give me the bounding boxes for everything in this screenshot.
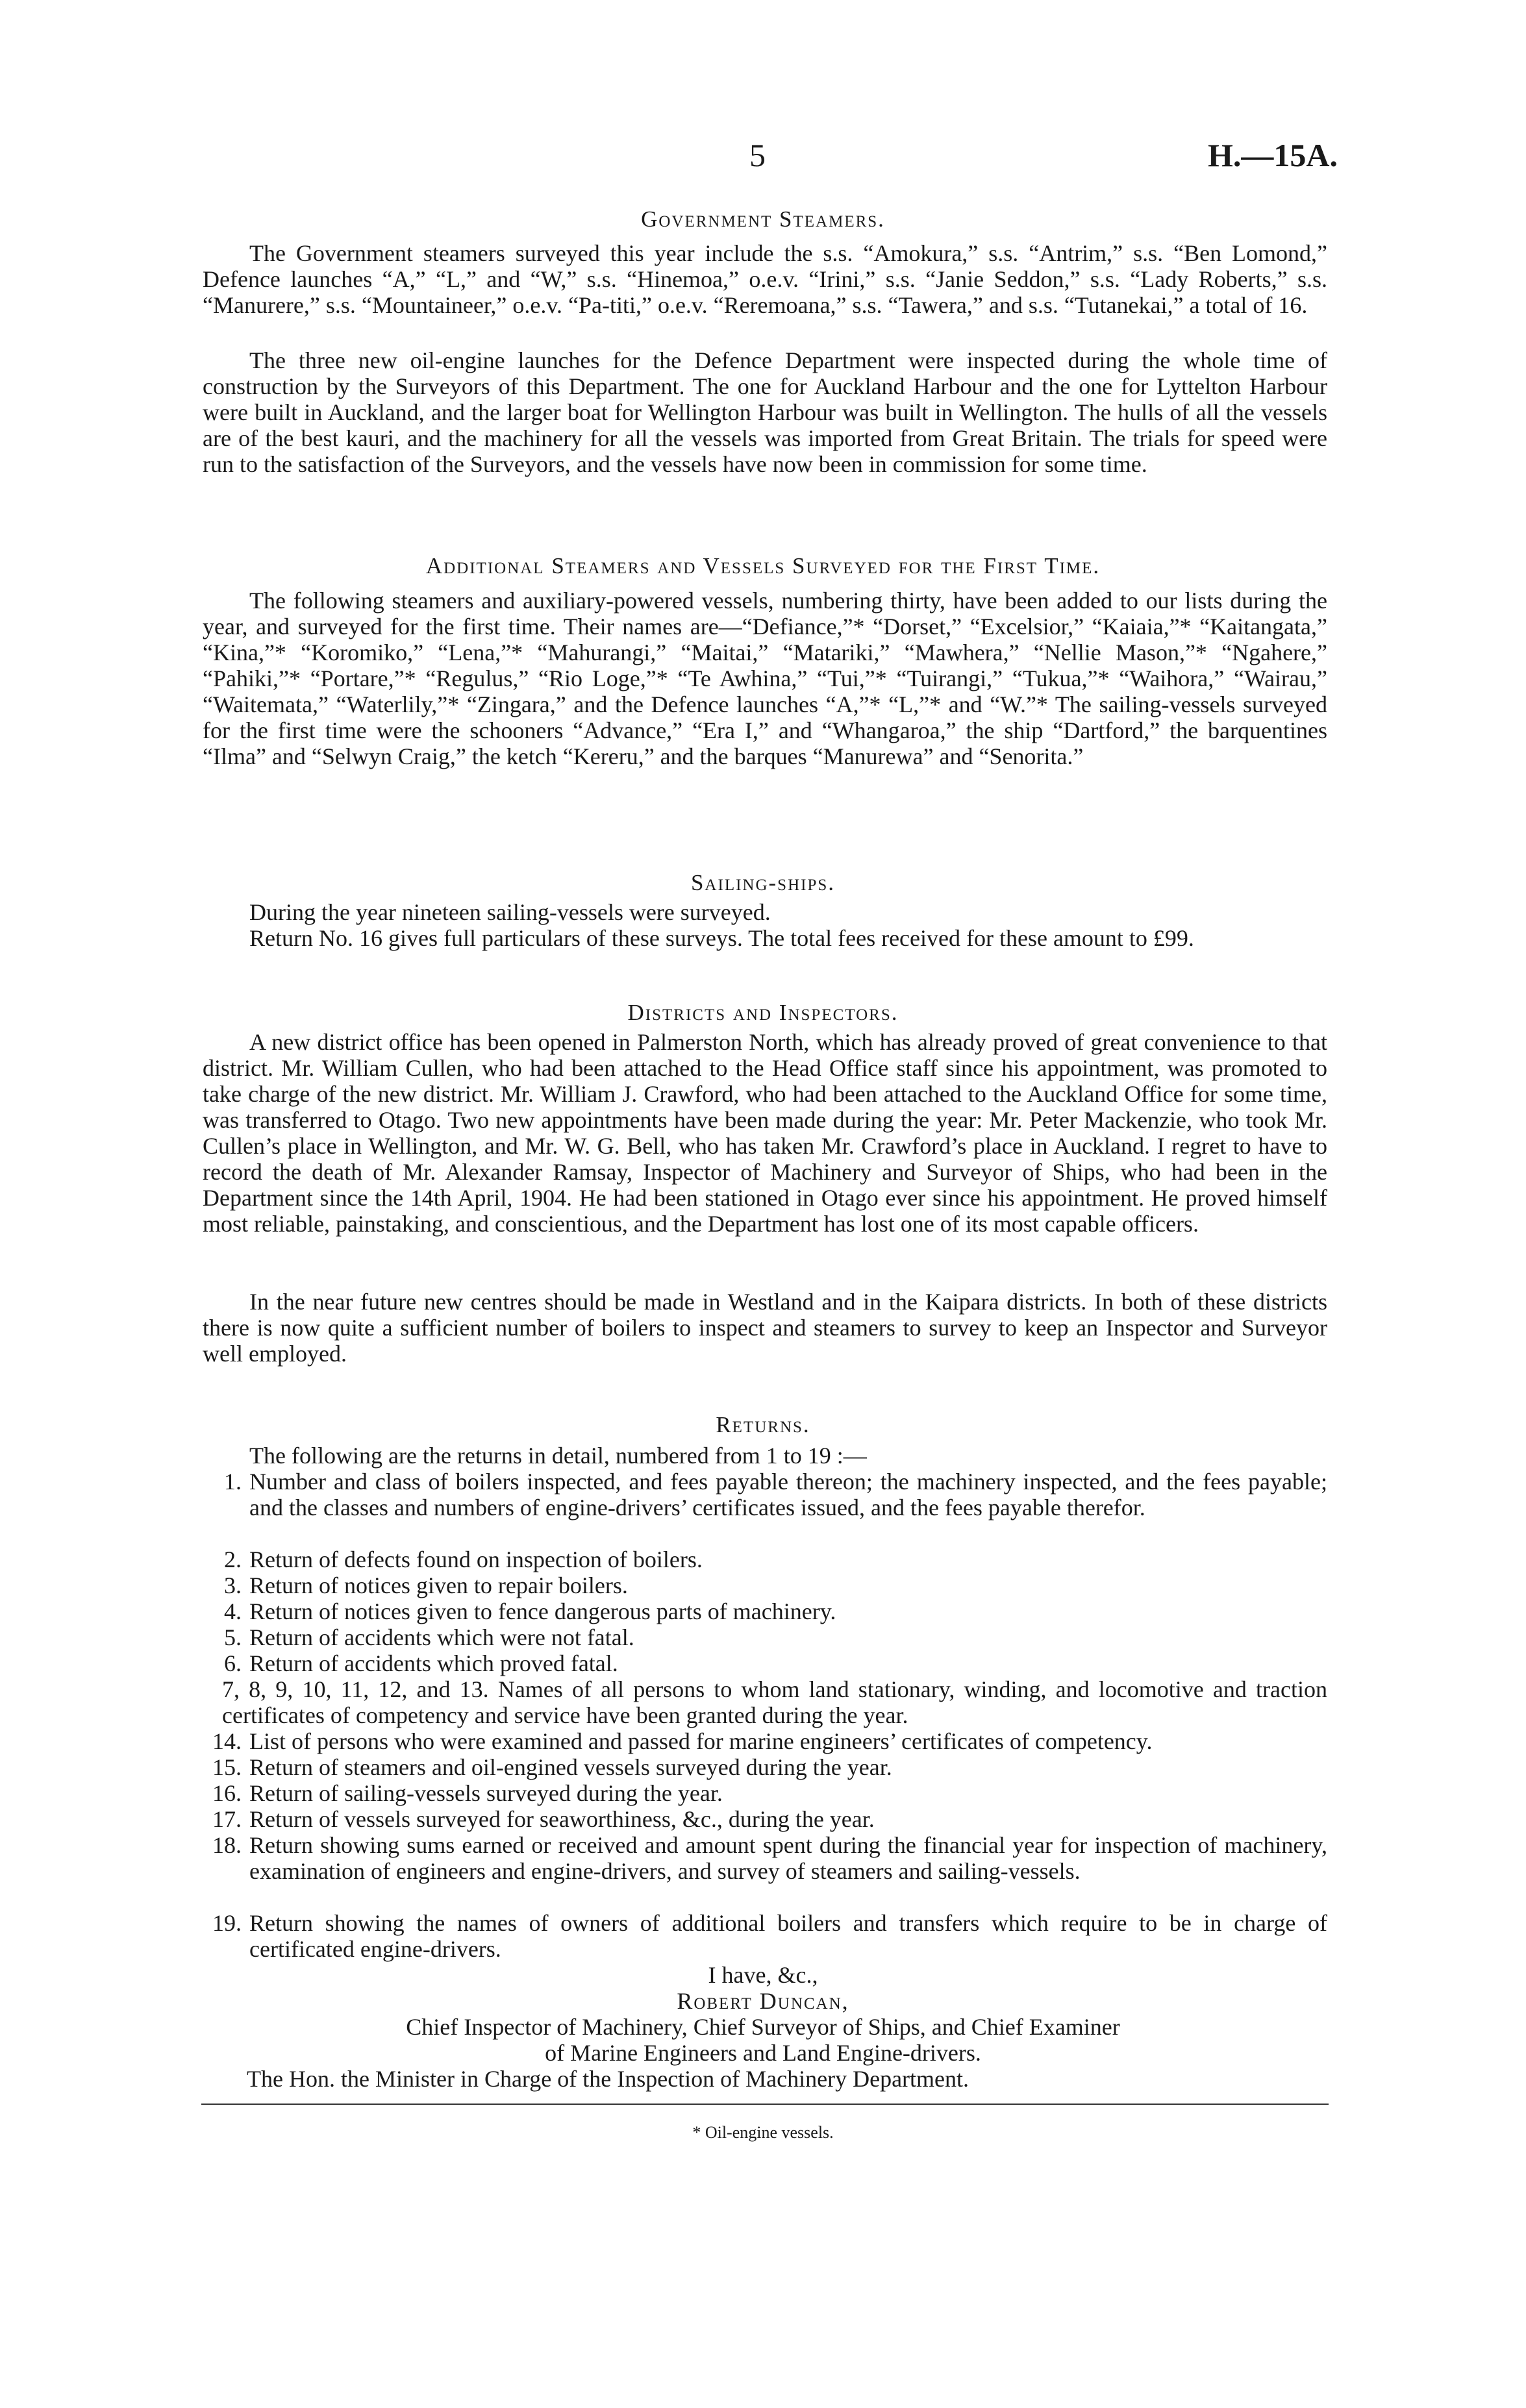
addressee: The Hon. the Minister in Charge of the Inspection of Machinery Department. xyxy=(247,2066,969,2092)
document-reference: H.—15A. xyxy=(1208,137,1338,173)
section-heading-sailing-ships: Sailing-ships. xyxy=(690,870,836,895)
return-item-number: 3. xyxy=(224,1572,242,1598)
return-item xyxy=(203,1780,1327,1806)
return-item-number: 6. xyxy=(224,1650,242,1676)
return-item-text: 7, 8, 9, 10, 11, 12, and 13. Names of all persons to whom land stationary, winding, and locomotive and traction certificates of competency and service have been granted during the year. xyxy=(222,1676,1327,1728)
signatory-title-line-2: of Marine Engineers and Land Engine-drivers. xyxy=(545,2040,981,2066)
signatory-name: Robert Duncan, xyxy=(677,1988,849,2014)
section-heading-districts-inspectors: Districts and Inspectors. xyxy=(627,1000,899,1025)
return-item-text: Return of notices given to repair boilers. xyxy=(249,1572,628,1598)
paragraph-oil-engine-launches: The three new oil-engine launches for the Defence Department were inspected during the whole time of construction by the Surveyors of this Department. The one for Auckland Harbour and the one for Lyttelton Harbour were built in Auckland, and the larger boat for Wellington Harbour was built in Wellington. The hulls of all the vessels are of the best kauri, and the machinery for all the vessels was imported from Great Britain. The trials for speed were run to the satisfaction of the Surveyors, and the vessels have now been in commission for some time. xyxy=(203,347,1327,477)
return-item-text: List of persons who were examined and passed for marine engineers’ certificates of competency. xyxy=(249,1728,1153,1754)
return-item-text: Return of accidents which were not fatal. xyxy=(249,1624,634,1650)
return-item-text: Return of vessels surveyed for seaworthiness, &c., during the year. xyxy=(249,1806,875,1832)
return-item xyxy=(203,1598,1327,1624)
return-item xyxy=(203,1832,1327,1910)
return-item-text: Return showing the names of owners of additional boilers and transfers which require to be in charge of certificated engine-drivers. xyxy=(249,1910,1327,1962)
return-item-number: 2. xyxy=(224,1546,242,1572)
paragraph-new-centres: In the near future new centres should be made in Westland and in the Kaipara districts. In both of these districts there is now quite a sufficient number of boilers to inspect and steamers to survey to keep an Inspector and Surveyor well employed. xyxy=(203,1289,1327,1367)
return-item-number: 17. xyxy=(212,1806,242,1832)
returns-intro: The following are the returns in detail, numbered from 1 to 19 :— xyxy=(249,1443,867,1469)
paragraph-sailing-fees: Return No. 16 gives full particulars of these surveys. The total fees received for these amount to £99. xyxy=(249,925,1194,951)
return-item-text: Return of accidents which proved fatal. xyxy=(249,1650,618,1676)
return-item xyxy=(203,1546,1327,1572)
paragraph-government-steamers-list: The Government steamers surveyed this year include the s.s. “Amokura,” s.s. “Antrim,” s.s. “Ben Lomond,” Defence launches “A,” “L,” and “W,” s.s. “Hinemoa,” o.e.v. “Irini,” s.s. “Janie Seddon,” s.s. “Lady Roberts,” s.s. “Manurere,” s.s. “Mountaineer,” o.e.v. “Pa-titi,” o.e.v. “Reremoana,” s.s. “Tawera,” and s.s. “Tutanekai,” a total of 16. xyxy=(203,240,1327,318)
return-item-text: Return of steamers and oil-engined vessels surveyed during the year. xyxy=(249,1754,892,1780)
return-item xyxy=(203,1624,1327,1650)
return-item-number: 4. xyxy=(224,1598,242,1624)
return-item xyxy=(203,1806,1327,1832)
return-item-number: 15. xyxy=(212,1754,242,1780)
signatory-title-line-1: Chief Inspector of Machinery, Chief Surveyor of Ships, and Chief Examiner xyxy=(406,2014,1120,2040)
return-item-text: Return of notices given to fence dangerous parts of machinery. xyxy=(249,1598,836,1624)
section-heading-additional-steamers: Additional Steamers and Vessels Surveyed for the First Time. xyxy=(425,553,1101,578)
return-item-number: 18. xyxy=(212,1832,242,1858)
closing-salutation: I have, &c., xyxy=(708,1962,818,1988)
return-item-number: 14. xyxy=(212,1728,242,1754)
return-item-text: Number and class of boilers inspected, and fees payable thereon; the machinery inspected, and the fees payable; and the classes and numbers of engine-drivers’ certificates issued, and the fees payable therefor. xyxy=(249,1469,1327,1521)
return-item xyxy=(203,1676,1327,1728)
section-heading-government-steamers: Government Steamers. xyxy=(641,206,885,232)
return-item-text: Return of sailing-vessels surveyed during the year. xyxy=(249,1780,723,1806)
footnote: * Oil-engine vessels. xyxy=(692,2123,834,2142)
section-heading-returns: Returns. xyxy=(716,1412,810,1437)
return-item-text: Return of defects found on inspection of boilers. xyxy=(249,1546,703,1572)
return-item-number: 1. xyxy=(224,1469,242,1495)
return-item-number: 19. xyxy=(212,1910,242,1936)
return-item xyxy=(203,1728,1327,1754)
paragraph-new-vessels-list: The following steamers and auxiliary-powered vessels, numbering thirty, have been added to our lists during the year, and surveyed for the first time. Their names are—“Defiance,”* “Dorset,” “Excelsior,” “Kaiaia,”* “Kaitangata,” “Kina,”* “Koromiko,” “Lena,”* “Mahurangi,” “Maitai,” “Matariki,” “Mawhera,” “Nellie Mason,”* “Ngahere,” “Pahiki,”* “Portare,”* “Regulus,” “Rio Loge,”* “Te Awhina,” “Tui,”* “Tuirangi,” “Tukua,”* “Waihora,” “Wairau,” “Waitemata,” “Waterlily,”* “Zingara,” and the Defence launches “A,”* “L,”* and “W.”* The sailing-vessels surveyed for the first time were the schooners “Advance,” “Era I,” and “Whangaroa,” the ship “Dartford,” the barquentines “Ilma” and “Selwyn Craig,” the ketch “Kereru,” and the barques “Manurewa” and “Senorita.” xyxy=(203,588,1327,769)
return-item xyxy=(203,1910,1327,1962)
return-item xyxy=(203,1469,1327,1546)
paragraph-district-office: A new district office has been opened in Palmerston North, which has already proved of great convenience to that district. Mr. William Cullen, who had been attached to the Head Office staff since his appointment, was promoted to take charge of the new district. Mr. William J. Crawford, who had been attached to the Auckland Office for some time, was transferred to Otago. Two new appointments have been made during the year: Mr. Peter Mackenzie, who took Mr. Cullen’s place in Wellington, and Mr. W. G. Bell, who has taken Mr. Crawford’s place in Auckland. I regret to have to record the death of Mr. Alexander Ramsay, Inspector of Machinery and Surveyor of Ships, who had been in the Department since the 14th April, 1904. He had been stationed in Otago ever since his appointment. He proved himself most reliable, painstaking, and conscientious, and the Department has lost one of its most capable officers. xyxy=(203,1029,1327,1237)
return-item-number: 5. xyxy=(224,1624,242,1650)
return-item xyxy=(203,1650,1327,1676)
return-item-text: Return showing sums earned or received and amount spent during the financial year for inspection of machinery, examination of engineers and engine-drivers, and survey of steamers and sailing-vessels. xyxy=(249,1832,1327,1884)
return-item xyxy=(203,1572,1327,1598)
page-number: 5 xyxy=(749,137,766,173)
paragraph-sailing-vessels-count: During the year nineteen sailing-vessels were surveyed. xyxy=(249,899,771,925)
return-item-number: 16. xyxy=(212,1780,242,1806)
return-item xyxy=(203,1754,1327,1780)
footnote-rule xyxy=(201,2104,1329,2105)
